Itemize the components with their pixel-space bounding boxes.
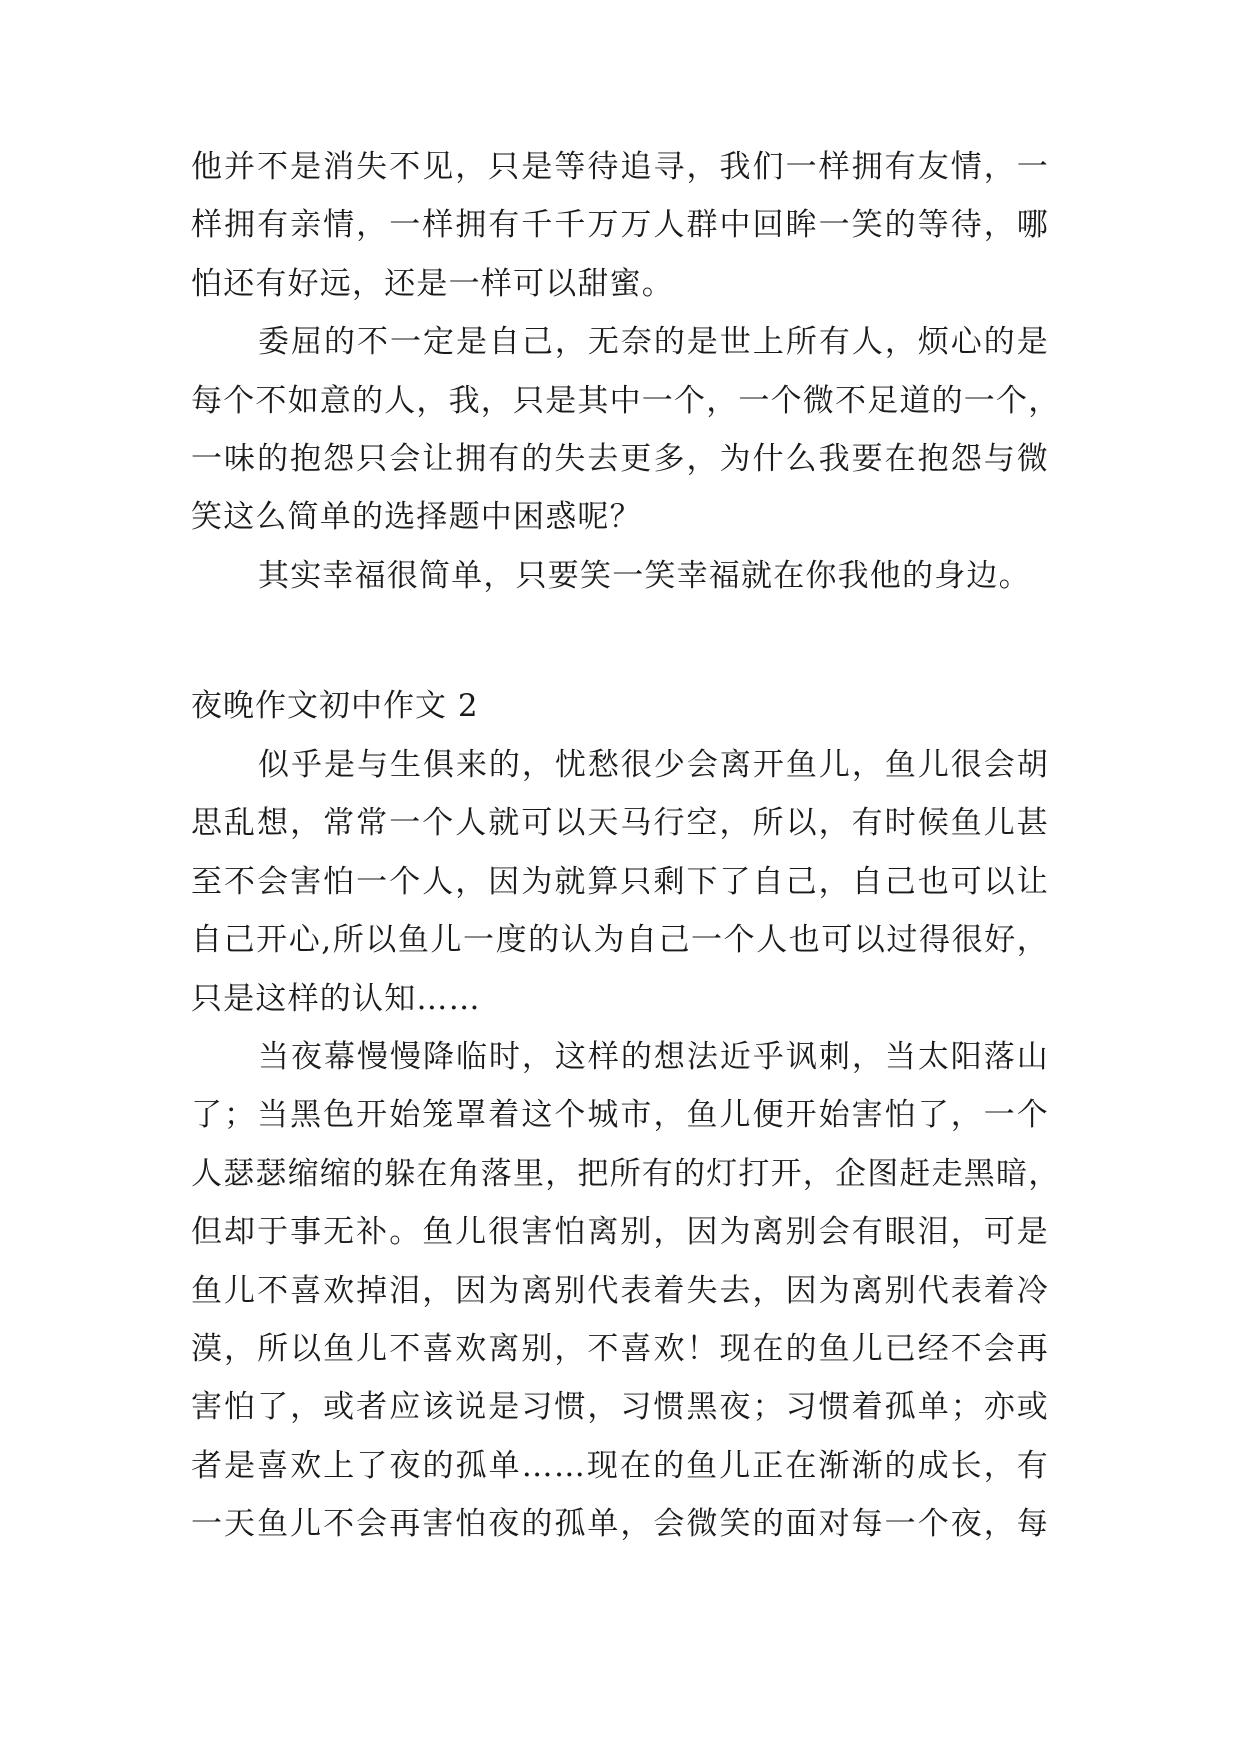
text-line: 他并不是消失不见，只是等待追寻，我们一样拥有友情，一 bbox=[191, 149, 1049, 185]
text-line: 其实幸福很简单，只要笑一笑幸福就在你我他的身边。 bbox=[258, 557, 1031, 594]
text-line: 至不会害怕一个人，因为就算只剩下了自己，自己也可以让 bbox=[191, 863, 1049, 900]
text-line: 一味的抱怨只会让拥有的失去更多，为什么我要在抱怨与微 bbox=[191, 440, 1049, 477]
text-line: 但却于事无补。鱼儿很害怕离别，因为离别会有眼泪，可是 bbox=[191, 1214, 1049, 1251]
text-line: 似乎是与生俱来的，忧愁很少会离开鱼儿，鱼儿很会胡 bbox=[258, 747, 1049, 783]
text-line: 样拥有亲情，一样拥有千千万万人群中回眸一笑的等待，哪 bbox=[191, 207, 1049, 244]
paragraph-2 bbox=[191, 313, 1061, 547]
text-line: 笑这么简单的选择题中困惑呢？ bbox=[191, 499, 642, 536]
text-line: 自己开心,所以鱼儿一度的认为自己一个人也可以过得很好， bbox=[191, 922, 1049, 959]
text-line: 思乱想，常常一个人就可以天马行空，所以，有时候鱼儿甚 bbox=[191, 805, 1049, 842]
text-line: 当夜幕慢慢降临时，这样的想法近乎讽刺，当太阳落山 bbox=[258, 1038, 1049, 1075]
text-line: 者是喜欢上了夜的孤单……现在的鱼儿正在渐渐的成长，有 bbox=[191, 1447, 1049, 1484]
top-text-block bbox=[191, 138, 1061, 605]
bottom-text-block bbox=[191, 736, 1061, 1553]
text-line: 漠，所以鱼儿不喜欢离别，不喜欢！现在的鱼儿已经不会再 bbox=[191, 1330, 1049, 1367]
text-line: 了；当黑色开始笼罩着这个城市，鱼儿便开始害怕了，一个 bbox=[191, 1097, 1049, 1134]
paragraph-4 bbox=[191, 736, 1049, 1028]
paragraph-3 bbox=[191, 547, 1049, 605]
text-line: 人瑟瑟缩缩的躲在角落里，把所有的灯打开，企图赶走黑暗， bbox=[191, 1155, 1061, 1192]
text-line: 只是这样的认知…… bbox=[191, 980, 481, 1017]
paragraph-1 bbox=[191, 138, 1049, 313]
text-line: 每个不如意的人，我，只是其中一个，一个微不足道的一个， bbox=[191, 382, 1061, 419]
text-line: 委屈的不一定是自己，无奈的是世上所有人，烦心的是 bbox=[258, 324, 1049, 361]
text-line: 鱼儿不喜欢掉泪，因为离别代表着失去，因为离别代表着冷 bbox=[191, 1272, 1049, 1309]
text-line: 怕还有好远，还是一样可以甜蜜。 bbox=[191, 265, 674, 302]
text-line: 害怕了，或者应该说是习惯，习惯黑夜；习惯着孤单；亦或 bbox=[191, 1389, 1049, 1426]
paragraph-5 bbox=[191, 1028, 1061, 1554]
section-title: 夜晚作文初中作文 2 bbox=[191, 688, 479, 724]
text-line: 一天鱼儿不会再害怕夜的孤单，会微笑的面对每一个夜，每 bbox=[191, 1506, 1049, 1543]
